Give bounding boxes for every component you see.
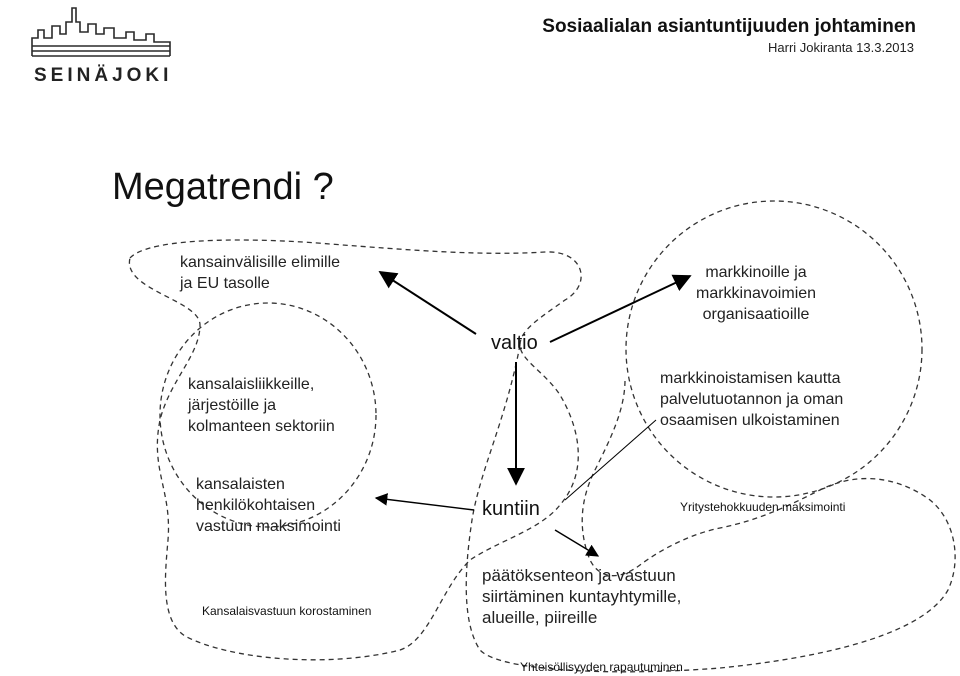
region-label-business: Yritystehokkuuden maksimointi [680,500,846,514]
author-date: Harri Jokiranta 13.3.2013 [768,40,914,55]
arrow-valtio-to-international [380,272,476,334]
arrow-valtio-to-markets [550,276,690,342]
node-municipalities: kuntiin [482,498,540,520]
circle-markets [626,201,922,497]
logo-text: SEINÄJOKI [34,65,173,86]
node-civic-orgs: kansalaisliikkeille, järjestöille ja kolmanteen sektoriin [188,376,335,435]
region-label-citizen: Kansalaisvastuun korostaminen [202,604,372,618]
region-label-community: Yhteisöllisyyden rapautuminen [520,660,683,674]
presentation-title: Sosiaalialan asiantuntijuuden johtaminen [542,16,916,37]
node-personal-responsibility: kansalaisten henkilökohtaisen vastuun maksimointi [196,476,341,535]
page-title: Megatrendi ? [112,166,334,208]
node-decentralization: päätöksenteon ja vastuun siirtäminen kuntayhtymille, alueille, piireille [482,566,682,627]
arrow-kuntiin-to-personal [376,498,474,510]
arrow-kuntiin-to-decentralization [555,530,598,556]
node-state: valtio [491,332,538,354]
node-international: kansainvälisille elimille ja EU tasolle [180,254,341,292]
node-markets: markkinoille ja markkinavoimien organisaatioille [696,264,817,323]
node-outsourcing: markkinoistamisen kautta palvelutuotannon ja oman osaamisen ulkoistaminen [660,370,844,429]
